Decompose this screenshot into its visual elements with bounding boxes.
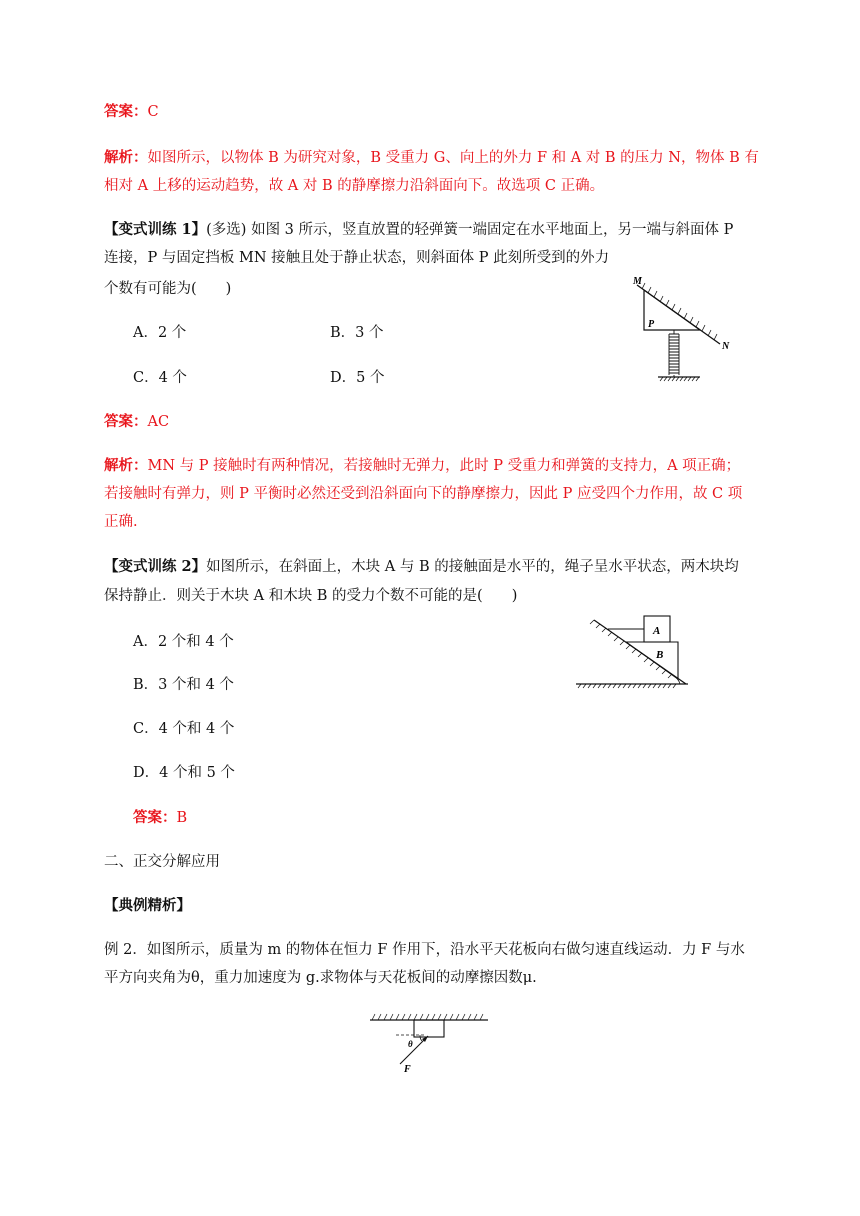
answer-value: AC: [147, 414, 170, 430]
section-heading: 二、正交分解应用: [104, 854, 220, 870]
fig-label-n: N: [722, 341, 730, 352]
explanation-2-line-1: [104, 456, 740, 476]
answer-label: 答案：: [133, 809, 177, 826]
variant-1-line-2: 连接，P 与固定挡板 MN 接触且处于静止状态，则斜面体 P 此刻所受到的外力: [104, 250, 610, 266]
variant-1-text: (多选) 如图 3 所示，竖直放置的轻弹簧一端固定在水平地面上，另一端与斜面体 P: [206, 222, 734, 238]
answer-value: B: [176, 810, 188, 826]
typical-example-heading: 【典例精析】: [104, 897, 191, 914]
explanation-1-line-2: 相对 A 上移的运动趋势，故 A 对 B 的静摩擦力沿斜面向下。故选项 C 正确。: [104, 178, 605, 194]
fig-label-b: B: [656, 649, 664, 661]
answer-1: [104, 102, 159, 122]
fig-label-f: F: [404, 1064, 411, 1074]
explanation-2-line-2: 若接触时有弹力，则 P 平衡时必然还受到沿斜面向下的静摩擦力，因此 P 应受四个力作用，故 C 项: [104, 486, 743, 502]
answer-2: [104, 412, 169, 432]
variant-1-title: 【变式训练 1】: [104, 221, 207, 238]
variant-1-option-a: A．2 个: [133, 325, 187, 341]
example-2-line-2: 平方向夹角为θ，重力加速度为 g.求物体与天花板间的动摩擦因数μ.: [104, 970, 537, 986]
explanation-text: 如图所示，以物体 B 为研究对象，B 受重力 G、向上的外力 F 和 A 对 B 的压力 N，物体 B 有: [147, 150, 759, 166]
explanation-label: 解析：: [104, 149, 148, 166]
variant-1-option-b: B．3 个: [330, 325, 384, 341]
variant-2-option-d: D．4 个和 5 个: [133, 765, 235, 781]
variant-1-line-3: 个数有可能为( ): [104, 281, 232, 297]
variant-1-option-d: D．5 个: [330, 370, 385, 386]
fig-label-m: M: [633, 276, 642, 287]
variant-2-option-c: C．4 个和 4 个: [133, 721, 235, 737]
variant-2-option-b: B．3 个和 4 个: [133, 677, 234, 693]
variant-2-line-2: 保持静止．则关于木块 A 和木块 B 的受力个数不可能的是( ): [104, 588, 518, 604]
answer-value: C: [147, 104, 159, 120]
answer-label: 答案：: [104, 103, 148, 120]
fig-label-a: A: [653, 625, 661, 637]
variant-1-line-1: [104, 220, 733, 240]
variant-2-title: 【变式训练 2】: [104, 558, 207, 575]
variant-1-option-c: C．4 个: [133, 370, 187, 386]
explanation-1-line-1: [104, 148, 759, 168]
spring-wedge-figure: [628, 272, 738, 384]
explanation-2-line-3: 正确.: [104, 514, 138, 530]
incline-blocks-figure: [568, 610, 698, 694]
explanation-text: MN 与 P 接触时有两种情况，若接触时无弹力，此时 P 受重力和弹簧的支持力，A 项正确；: [147, 458, 741, 474]
variant-2-option-a: A．2 个和 4 个: [133, 634, 234, 650]
ceiling-block-figure: [366, 1008, 492, 1074]
answer-label: 答案：: [104, 413, 148, 430]
explanation-label: 解析：: [104, 457, 148, 474]
answer-3: [133, 808, 187, 828]
example-2-line-1: 例 2．如图所示，质量为 m 的物体在恒力 F 作用下，沿水平天花板向右做匀速直线运动．力 F 与水: [104, 942, 745, 958]
fig-label-theta: θ: [408, 1039, 413, 1049]
variant-2-line-1: [104, 557, 739, 577]
variant-2-text: 如图所示，在斜面上，木块 A 与 B 的接触面是水平的，绳子呈水平状态，两木块均: [206, 559, 739, 575]
fig-label-p: P: [648, 319, 655, 330]
